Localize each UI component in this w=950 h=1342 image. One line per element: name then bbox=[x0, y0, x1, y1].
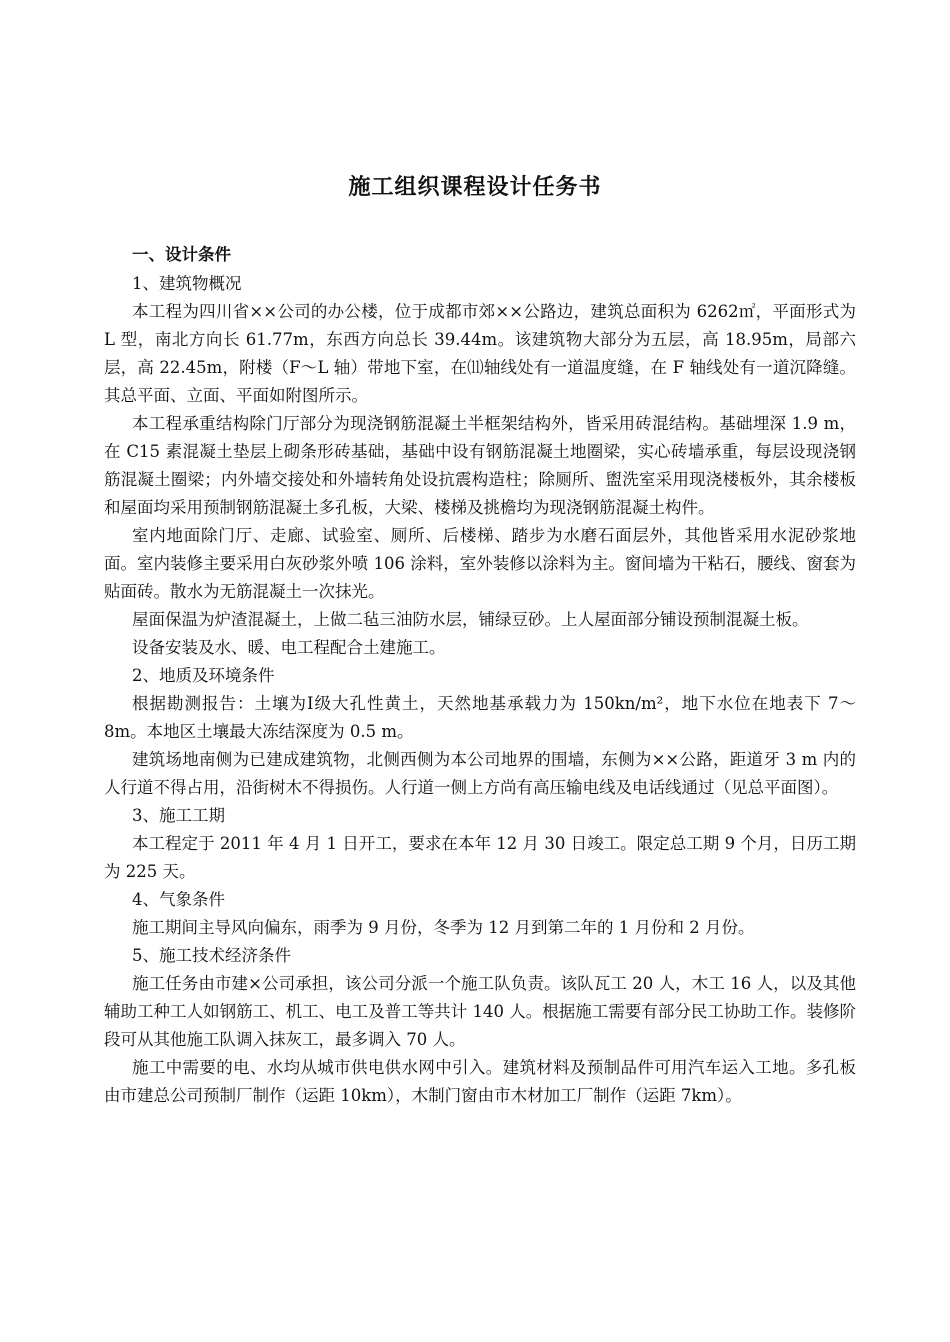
page-title: 施工组织课程设计任务书 bbox=[348, 175, 602, 200]
paragraph-finishes: 室内地面除门厅、走廊、试验室、厕所、后楼梯、踏步为水磨石面层外，其他皆采用水泥砂浆地面。室内装修主要采用白灰砂浆外喷 106 涂料，室外装修以涂料为主。窗间墙为干粘石，腰线、窗套为贴面砖。散水为无筋混凝土一次抹光。 bbox=[104, 526, 856, 601]
section-heading-design-conditions: 一、设计条件 bbox=[132, 245, 231, 264]
paragraph-equipment: 设备安装及水、暖、电工程配合土建施工。 bbox=[132, 638, 446, 657]
paragraph-utilities-materials: 施工中需要的电、水均从城市供电供水网中引入。建筑材料及预制品件可用汽车运入工地。多孔板由市建总公司预制厂制作（运距 10km），木制门窗由市木材加工厂制作（运距 7km）。 bbox=[104, 1058, 856, 1105]
document-body bbox=[104, 240, 856, 1110]
paragraph-structure: 本工程承重结构除门厅部分为现浇钢筋混凝土半框架结构外，皆采用砖混结构。基础埋深 1.9 m，在 C15 素混凝土垫层上砌条形砖基础，基础中设有钢筋混凝土地圈梁，实心砖墙承重，每层设现浇钢筋混凝土圈梁；内外墙交接处和外墙转角处设抗震构造柱；除厕所、盥洗室采用现浇楼板外，其余楼板和屋面均采用预制钢筋混凝土多孔板，大梁、楼梯及挑檐均为现浇钢筋混凝土构件。 bbox=[104, 414, 856, 517]
subsection-climate: 4、气象条件 bbox=[132, 890, 225, 909]
paragraph-survey-report: 根据勘测报告：土壤为Ⅰ级大孔性黄土，天然地基承载力为 150kn/m²，地下水位在地表下 7～8m。本地区土壤最大冻结深度为 0.5 m。 bbox=[104, 694, 856, 741]
subsection-building-overview: 1、建筑物概况 bbox=[132, 274, 242, 293]
subsection-geology-environment: 2、地质及环境条件 bbox=[132, 666, 275, 685]
paragraph-schedule: 本工程定于 2011 年 4 月 1 日开工，要求在本年 12 月 30 日竣工。限定总工期 9 个月，日历工期为 225 天。 bbox=[104, 834, 856, 881]
paragraph-workforce: 施工任务由市建×公司承担，该公司分派一个施工队负责。该队瓦工 20 人，木工 16 人，以及其他辅助工种工人如钢筋工、机工、电工及普工等共计 140 人。根据施工需要有部分民工协助工作。装修阶段可从其他施工队调入抹灰工，最多调入 70 人。 bbox=[104, 974, 856, 1049]
subsection-construction-period: 3、施工工期 bbox=[132, 806, 225, 825]
paragraph-site-surroundings: 建筑场地南侧为已建成建筑物，北侧西侧为本公司地界的围墙，东侧为××公路，距道牙 3 m 内的人行道不得占用，沿街树木不得损伤。人行道一侧上方尚有高压输电线及电话线通过（见总平面图）。 bbox=[104, 750, 856, 797]
paragraph-roofing: 屋面保温为炉渣混凝土，上做二毡三油防水层，铺绿豆砂。上人屋面部分铺设预制混凝土板。 bbox=[132, 610, 809, 629]
subsection-technical-economic: 5、施工技术经济条件 bbox=[132, 946, 291, 965]
paragraph-project-overview: 本工程为四川省××公司的办公楼，位于成都市郊××公路边，建筑总面积为 6262㎡，平面形式为 L 型，南北方向长 61.77m，东西方向总长 39.44m。该建筑物大部分为五层，高 18.95m，局部六层，高 22.45m，附楼（F～L 轴）带地下室，在⑾轴线处有一道温度缝，在 F 轴线处有一道沉降缝。其总平面、立面、平面如附图所示。 bbox=[104, 302, 856, 405]
paragraph-climate: 施工期间主导风向偏东，雨季为 9 月份，冬季为 12 月到第二年的 1 月份和 2 月份。 bbox=[132, 918, 755, 937]
